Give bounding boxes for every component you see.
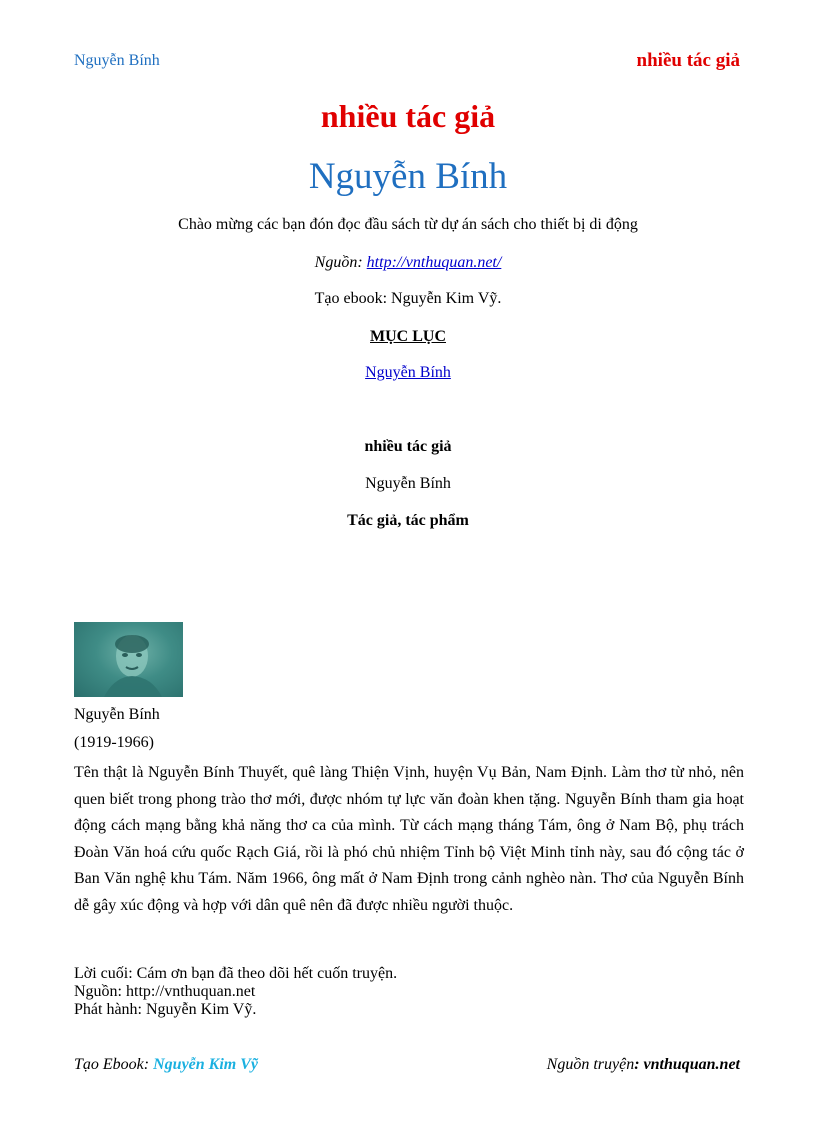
toc-title: MỤC LỤC [370, 328, 446, 345]
ebook-maker: Tạo ebook: Nguyễn Kim Vỹ. [314, 290, 502, 307]
footer-source-label: Nguồn truyện [546, 1056, 635, 1073]
section-title: nhiều tác giả [364, 438, 452, 455]
bio-name: Nguyễn Bính [74, 706, 160, 723]
source-link[interactable]: http://vnthuquan.net/ [366, 254, 502, 271]
section-author: Nguyễn Bính [365, 475, 451, 492]
footer-ebook-name: Nguyễn Kim Vỹ [153, 1056, 258, 1073]
toc-item[interactable]: Nguyễn Bính [365, 364, 451, 381]
footer-ebook-credit: Tạo Ebook: Nguyễn Kim Vỹ [74, 1056, 258, 1073]
portrait-image [74, 622, 183, 697]
closing-line-thanks: Lời cuối: Cám ơn bạn đã theo dõi hết cuốn truyện. [74, 965, 398, 982]
footer-ebook-label: Tạo Ebook [74, 1056, 144, 1073]
welcome-text: Chào mừng các bạn đón đọc đầu sách từ dự án sách cho thiết bị di động [178, 216, 638, 233]
bio-paragraph: Tên thật là Nguyễn Bính Thuyết, quê làng Thiện Vịnh, huyện Vụ Bản, Nam Định. Làm thơ từ nhỏ, nên quen biết trong phong trào thơ mới, được nhóm tự lực văn đoàn khen tặng. Nguyễn Bính tham gia hoạt động cách mạng bằng khả năng thơ ca của mình. Từ cách mạng tháng Tám, ông ở Nam Bộ, phụ trách Đoàn Văn hoá cứu quốc Rạch Giá, rồi là phó chủ nhiệm Tỉnh bộ Việt Minh tỉnh này, sau đó cộng tác ở Ban Văn nghệ khu Tám. Năm 1966, ông mất ở Nam Định trong cảnh nghèo nàn. Thơ của Nguyễn Bính dễ gây xúc động và hợp với dân quê nên đã được nhiều người thuộc. [74, 764, 744, 914]
toc-list [0, 364, 816, 382]
bio-years: (1919-1966) [74, 734, 154, 751]
closing-line-source: Nguồn: http://vnthuquan.net [74, 983, 256, 1000]
author-portrait [74, 622, 183, 697]
header-author: Nguyễn Bính [74, 52, 160, 69]
source-label: Nguồn: [314, 254, 367, 271]
book-subtitle: Nguyễn Bính [308, 156, 508, 197]
footer-source-name: vnthuquan.net [643, 1056, 740, 1073]
header-collection: nhiều tác giả [636, 50, 740, 71]
closing-notes [74, 965, 397, 1019]
footer-source-credit: Nguồn truyện: vnthuquan.net [546, 1056, 740, 1073]
closing-line-publisher: Phát hành: Nguyễn Kim Vỹ. [74, 1001, 257, 1018]
book-title: nhiều tác giả [320, 98, 496, 134]
section-heading: Tác giả, tác phẩm [347, 512, 469, 529]
source-line [0, 254, 816, 272]
